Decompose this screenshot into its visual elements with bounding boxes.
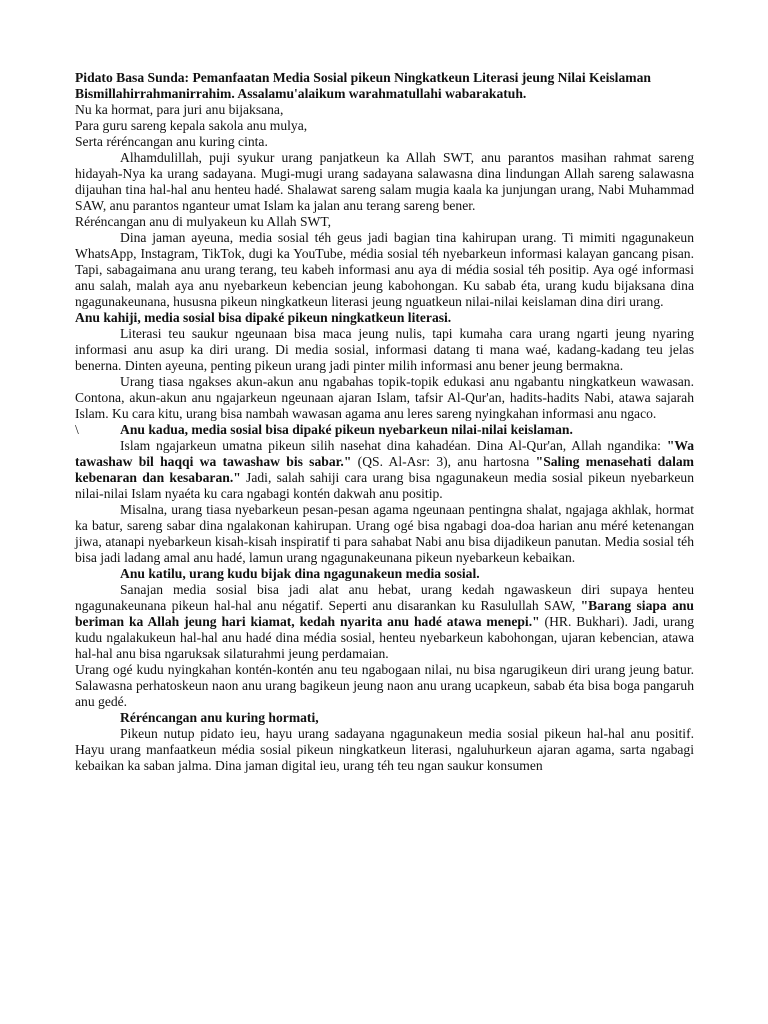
- paragraph-intro: Dina jaman ayeuna, media sosial téh geus jadi bagian tina kahirupan urang. Ti mimiti ngagunakeun WhatsApp, Instagram, TikTok, dugi ka YouTube, média sosial téh nyebarkeun informasi kalayan gancang pisan. Tapi, sabagaimana anu urang terang, teu kabeh informasi anu aya di média sosial téh positip. Aya ogé informasi anu salah, malah aya anu nyebarkeun kebencian jeung kabohongan. Ku sabab éta, urang kudu bijaksana dina ngagunakeunana, hususna pikeun ningkatkeun literasi jeung nguatkeun nilai-nilai keislaman dina diri urang.: [75, 230, 694, 309]
- paragraph-wise-use-1: [75, 582, 694, 662]
- speech-text: [75, 70, 694, 774]
- stray-backslash: \: [75, 422, 79, 437]
- paragraph-literacy-2: Urang tiasa ngakses akun-akun anu ngabahas topik-topik edukasi anu ngabantu ningkatkeun wawasan. Contona, akun-akun anu ngajarkeun ngeunaan ajaran Islam, tafsir Al-Qur'an, hadits-hadits Nabi, atawa sajarah Islam. Ku cara kitu, urang bisa nambah wawasan agama anu leres sareng nyingkahan informasi anu ngaco.: [75, 374, 694, 421]
- text-run: (HR. Bukhari). Jadi, urang kudu ngalakukeun hal-hal anu hadé dina média sosial, henteu nyebarkeun kabohongan, ujaran kebencian, atawa hal-hal anu bisa ngaruksak silaturahmi jeung perdamaian.: [75, 614, 695, 661]
- paragraph-islamic-values-1: [75, 438, 694, 502]
- heading-second-point-row: [75, 422, 694, 438]
- heading-second-point: Anu kadua, media sosial bisa dipaké pikeun nyebarkeun nilai-nilai keislaman.: [120, 422, 573, 437]
- document-title: Pidato Basa Sunda: Pemanfaatan Media Sosial pikeun Ningkatkeun Literasi jeung Nilai Keislaman: [75, 70, 651, 85]
- paragraph-thanks: Alhamdulillah, puji syukur urang panjatkeun ka Allah SWT, anu parantos masihan rahmat sareng hidayah-Nya ka urang sadayana. Mugi-mugi urang sadayana salawasna dina lindungan Allah sareng salawasna dijauhan tina hal-hal anu henteu hadé. Shalawat sareng salam mugia kaala ka junjungan urang, Nabi Muhammad SAW, anu parantos nganteur umat Islam ka jalan anu terang sareng bener.: [75, 150, 694, 213]
- heading-third-point: Anu katilu, urang kudu bijak dina ngagunakeun media sosial.: [120, 566, 480, 581]
- salutation-line: Para guru sareng kepala sakola anu mulya,: [75, 118, 308, 133]
- salutation-line: Serta réréncangan anu kuring cinta.: [75, 134, 268, 149]
- text-run: Islam ngajarkeun umatna pikeun silih nasehat dina kahadéan. Dina Al-Qur'an, Allah ngandika:: [120, 438, 667, 453]
- paragraph-closing: Pikeun nutup pidato ieu, hayu urang sadayana ngagunakeun media sosial pikeun hal-hal anu positif. Hayu urang manfaatkeun média sosial pikeun ningkatkeun literasi, ngaluhurkeun ajaran agama, sarta ngabagi kebaikan ka saban jalma. Dina jaman digital ieu, urang téh teu ngan saukur konsumen: [75, 726, 694, 773]
- hadith-quote: "Barang siapa anu beriman ka Allah jeung hari kiamat, kedah nyarita anu hadé atawa menepi.": [75, 598, 694, 629]
- quote-translation: "Saling menasehati dalam kebenaran dan kesabaran.": [75, 454, 695, 485]
- salutation-line: Nu ka hormat, para juri anu bijaksana,: [75, 102, 284, 117]
- opening-greeting: Bismillahirrahmanirrahim. Assalamu'alaikum warahmatullahi wabarakatuh.: [75, 86, 527, 101]
- paragraph-islamic-values-2: Misalna, urang tiasa nyebarkeun pesan-pesan agama ngeunaan pentingna shalat, ngajaga akhlak, hormat ka batur, sareng sabar dina ngalakonan kahirupan. Urang ogé bisa ngabagi doa-doa harian anu méré ketenangan jiwa, atanapi nyebarkeun kisah-kisah inspiratif ti para sahabat Nabi anu bisa dijadikeun panutan. Media sosial téh bisa jadi ladang amal anu hadé, lamun urang ngagunakeunana pikeun nyebarkeun kebaikan.: [75, 502, 694, 565]
- closing-address: Réréncangan anu kuring hormati,: [120, 710, 319, 725]
- blessing-line: Réréncangan anu di mulyakeun ku Allah SWT,: [75, 214, 332, 229]
- text-run: Sanajan media sosial bisa jadi alat anu hebat, urang kedah ngawaskeun diri supaya henteu ngagunakeunana pikeun hal-hal anu négatif. Seperti anu disarankan ku Rasulullah SAW,: [75, 582, 694, 613]
- text-run: (QS. Al-Asr: 3), anu hartosna: [351, 454, 536, 469]
- heading-first-point: Anu kahiji, media sosial bisa dipaké pikeun ningkatkeun literasi.: [75, 310, 452, 325]
- quran-quote: "Wa tawashaw bil haqqi wa tawashaw bis sabar.": [75, 438, 694, 469]
- text-run: Jadi, salah sahiji cara urang bisa ngagunakeun media sosial pikeun nyebarkeun nilai-nilai Islam nyaéta ku cara ngabagi kontén dakwah anu positip.: [75, 470, 694, 501]
- paragraph-wise-use-2: Urang ogé kudu nyingkahan kontén-kontén anu teu ngabogaan nilai, nu bisa ngarugikeun diri urang jeung batur. Salawasna perhatoskeun naon anu urang bagikeun jeung naon anu urang ucapkeun, sabab éta bisa boga pangaruh anu gedé.: [75, 662, 694, 709]
- paragraph-literacy-1: Literasi teu saukur ngeunaan bisa maca jeung nulis, tapi kumaha cara urang ngarti jeung nyaring informasi anu asup ka diri urang. Di media sosial, informasi datang ti mana waé, kadang-kadang teu jelas benerna. Dinten ayeuna, penting pikeun urang jadi pinter milih informasi anu bener jeung bermakna.: [75, 326, 694, 373]
